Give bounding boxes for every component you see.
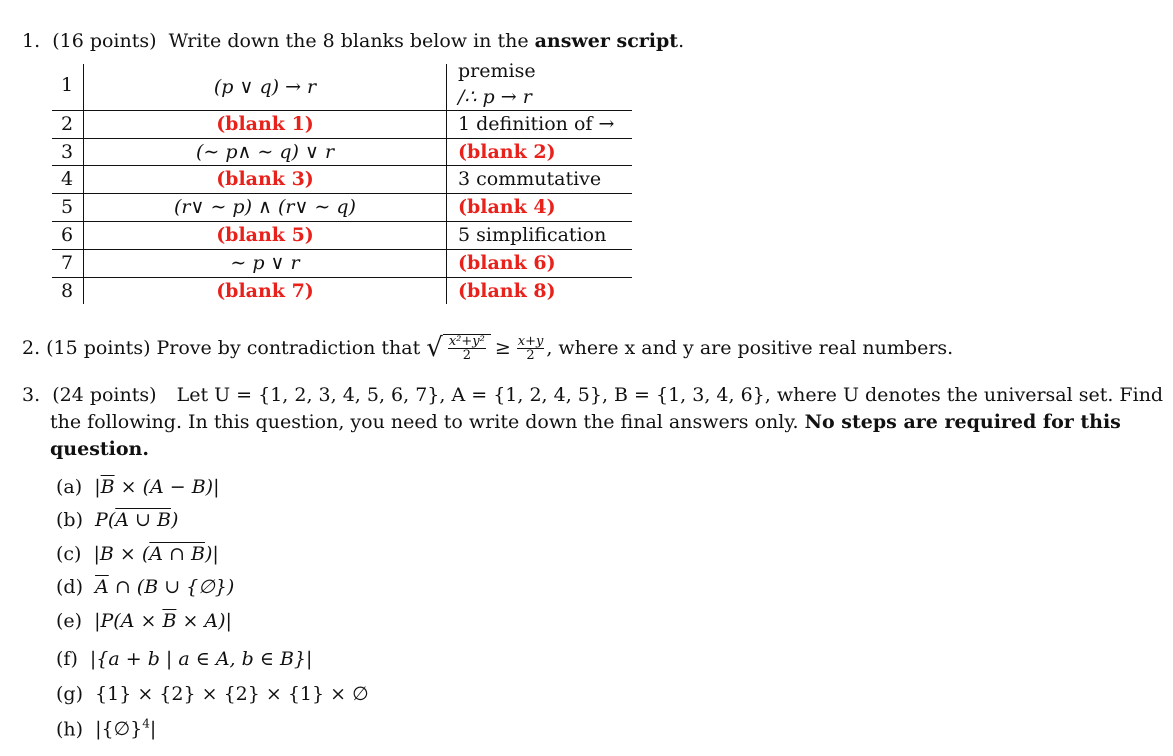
row-reason: (blank 2) (458, 141, 556, 163)
q3-part-h (56, 717, 156, 740)
part-label: (a) (56, 476, 83, 498)
fraction-denominator: 2 (526, 347, 535, 363)
q2-text: Prove by contradiction that (156, 337, 421, 359)
row-reason: 5 simplification (458, 224, 607, 246)
part-expression: |B × (A ∩ B)| (93, 543, 219, 565)
fraction-numerator: x²+y² (448, 334, 485, 349)
fraction-denominator: 2 (462, 348, 471, 363)
row-number: 5 (60, 196, 74, 218)
q3-line2-bold: No steps are required for this (804, 411, 1121, 433)
part-label: (g) (56, 683, 83, 705)
part-expression: $|P(A \times \overline{B} \times A)|$ (94, 610, 232, 632)
row-reason: premise (458, 60, 536, 82)
q2-tail: , where x and y are positive real numbers. (546, 337, 954, 359)
q3-line3: question. (50, 438, 149, 460)
part-expression: $\overline{A}$ ∩ (B ∪ {∅}) (95, 576, 235, 598)
row-expression: (blank 5) (216, 224, 314, 246)
table-hline (52, 193, 632, 194)
q3-line1-text: Let U = {1, 2, 3, 4, 5, 6, 7}, A = {1, 2, 4, 5}, B = {1, 3, 4, 6}, where U denotes the universal set. Find (176, 384, 1164, 406)
row-number: 7 (60, 252, 74, 274)
row-expression: (r∨ ∼ p) ∧ (r∨ ∼ q) (174, 196, 356, 218)
row-expression: (∼ p∧ ∼ q) ∨ r (195, 141, 335, 163)
q3-part-e (56, 610, 232, 632)
q3-points: (24 points) (52, 384, 157, 406)
fraction (448, 335, 486, 362)
row-number: 8 (60, 280, 74, 302)
q3-part-d (56, 576, 234, 598)
fraction-numerator: x+y (517, 333, 544, 349)
sqrt-radicand (443, 334, 491, 362)
part-expression: |{∅}$^4$| (95, 717, 157, 741)
q2 (22, 330, 953, 366)
fraction (517, 335, 545, 362)
q3-number: 3. (22, 384, 41, 406)
row-expression: (p ∨ q) → r (213, 76, 317, 98)
q1-text: Write down the 8 blanks below in the (168, 30, 529, 52)
q3-line2 (50, 411, 1121, 433)
q3-part-a (56, 476, 220, 498)
row-reason: (blank 4) (458, 196, 556, 218)
ge-sign: ≥ (494, 337, 511, 359)
q2-number: 2. (22, 337, 41, 359)
part-label: (c) (56, 543, 82, 565)
table-hline (52, 249, 632, 250)
row-reason: (blank 6) (458, 252, 556, 274)
table-hline (52, 277, 632, 278)
q3-part-b (56, 509, 178, 531)
row-expression: ∼ p ∨ r (230, 252, 300, 274)
sqrt-sign: √ (426, 333, 443, 363)
part-expression: P(A ∪ B) (95, 509, 179, 531)
row-expression: (blank 3) (216, 168, 314, 190)
row-conclusion: /∴ p → r (458, 86, 532, 108)
row-reason: (blank 8) (458, 280, 556, 302)
row-expression: (blank 1) (216, 113, 314, 135)
table-hline (52, 165, 632, 166)
row-expression: (blank 7) (216, 280, 314, 302)
row-reason: 3 commutative (458, 168, 602, 190)
table-hline (52, 221, 632, 222)
row-number: 1 (60, 74, 74, 96)
part-expression: {1} × {2} × {2} × {1} × ∅ (95, 683, 369, 705)
part-label: (b) (56, 509, 83, 531)
row-number: 2 (60, 113, 74, 135)
q1-emphasis: answer script (534, 30, 679, 52)
q3-part-g (56, 683, 369, 705)
q1-end: . (678, 30, 685, 52)
table-hline (52, 138, 632, 139)
q2-points: (15 points) (46, 337, 151, 359)
part-expression: $|\overline{B} \times (A - B)|$ (94, 476, 220, 498)
row-number: 4 (60, 168, 74, 190)
row-number: 3 (60, 141, 74, 163)
q1-header (22, 30, 684, 52)
q3-part-f (56, 648, 312, 670)
part-label: (e) (56, 610, 83, 632)
part-label: (d) (56, 576, 83, 598)
part-expression: |{a + b | a ∈ A, b ∈ B}| (89, 648, 313, 670)
row-reason: 1 definition of → (458, 113, 615, 135)
q1-number: 1. (22, 30, 41, 52)
row-number: 6 (60, 224, 74, 246)
table-hline (52, 110, 632, 111)
q3-part-c (56, 543, 219, 565)
q3-line2-text: the following. In this question, you need to write down the final answers only. (50, 411, 799, 433)
q3-line1 (22, 384, 1163, 406)
part-label: (h) (56, 718, 84, 741)
table-vline-2 (446, 64, 447, 304)
q1-points: (16 points) (52, 30, 157, 52)
part-label: (f) (56, 648, 78, 670)
